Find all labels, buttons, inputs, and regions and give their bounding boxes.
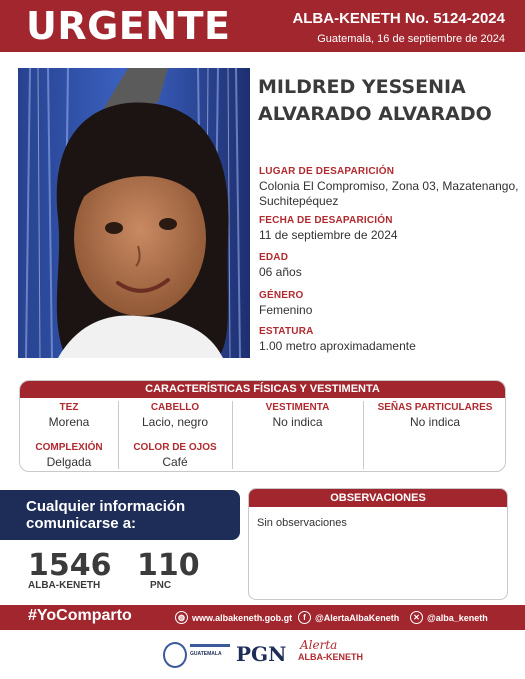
senas-label: SEÑAS PARTICULARES <box>377 402 493 413</box>
vestimenta-label: VESTIMENTA <box>265 402 330 413</box>
photo-illustration <box>18 68 250 358</box>
person-name-line1: MILDRED YESSENIA <box>258 76 466 98</box>
observations-title: OBSERVACIONES <box>249 489 507 507</box>
x-text: @alba_keneth <box>427 612 488 623</box>
phone-alba-keneth[interactable]: 1546 <box>28 548 112 583</box>
alert-number: ALBA-KENETH No. 5124-2024 <box>292 10 505 27</box>
header-banner <box>0 0 525 52</box>
height-label: ESTATURA <box>259 326 314 337</box>
logos-row <box>0 636 525 676</box>
alerta-logo-text: Alerta <box>300 638 338 652</box>
age-field <box>259 252 302 280</box>
urgent-title: URGENTE <box>26 4 231 48</box>
height-value: 1.00 metro aproximadamente <box>259 339 416 353</box>
alba-keneth-logo-text: ALBA-KENETH <box>298 652 363 662</box>
eye-color-label: COLOR DE OJOS <box>133 442 217 453</box>
phone-pnc-label: PNC <box>150 580 172 591</box>
website-text: www.albakeneth.gob.gt <box>192 612 293 623</box>
phone-pnc[interactable]: 110 <box>137 548 200 583</box>
senas-value: No indica <box>409 415 461 429</box>
tez-label: TEZ <box>59 402 79 413</box>
eye-color-value: Café <box>162 455 188 469</box>
facebook-text: @AlertaAlbaKeneth <box>315 612 400 623</box>
complexion-field <box>20 442 118 469</box>
tez-value: Morena <box>48 415 90 429</box>
website-link[interactable] <box>175 611 292 624</box>
height-field <box>259 326 416 354</box>
characteristics-title: CARACTERÍSTICAS FÍSICAS Y VESTIMENTA <box>20 381 505 398</box>
person-name-line2: ALVARADO ALVARADO <box>258 103 492 125</box>
x-link[interactable] <box>410 611 488 624</box>
facebook-link[interactable] <box>298 611 399 624</box>
age-label: EDAD <box>259 252 289 263</box>
disappearance-place <box>259 166 518 209</box>
observations-box <box>248 488 508 600</box>
phone-alba-keneth-label: ALBA-KENETH <box>28 580 101 591</box>
complexion-value: Delgada <box>46 455 92 469</box>
observations-text: Sin observaciones <box>257 517 347 529</box>
vestimenta-value: No indica <box>272 415 323 429</box>
place-label: LUGAR DE DESAPARICIÓN <box>259 166 395 177</box>
guatemala-seal-icon <box>163 642 187 668</box>
date-value: 11 de septiembre de 2024 <box>259 228 398 242</box>
missing-person-photo <box>18 68 250 358</box>
footer-bar <box>0 605 525 630</box>
guatemala-logo-text: GUATEMALA <box>190 651 222 657</box>
complexion-label: COMPLEXIÓN <box>35 442 103 453</box>
globe-icon: ◍ <box>175 611 188 624</box>
vestimenta-field <box>232 402 363 429</box>
cabello-field <box>118 402 232 429</box>
place-value-line2: Suchitepéquez <box>259 194 339 208</box>
disappearance-date <box>259 215 398 243</box>
eye-color-field <box>118 442 232 469</box>
person-name <box>258 74 520 128</box>
gender-field <box>259 290 312 318</box>
date-label: FECHA DE DESAPARICIÓN <box>259 215 393 226</box>
pgn-logo: PGN <box>236 642 287 666</box>
senas-field <box>363 402 506 429</box>
issue-date: Guatemala, 16 de septiembre de 2024 <box>317 33 505 45</box>
facebook-icon: f <box>298 611 311 624</box>
divider <box>190 644 230 647</box>
place-value-line1: Colonia El Compromiso, Zona 03, Mazatenango, <box>259 179 519 193</box>
hashtag[interactable]: #YoComparto <box>28 607 132 624</box>
gender-value: Femenino <box>259 303 313 317</box>
characteristics-box <box>19 380 506 472</box>
contact-line1: Cualquier información <box>26 498 186 515</box>
age-value: 06 años <box>259 265 302 279</box>
cabello-value: Lacio, negro <box>141 415 209 429</box>
contact-line2: comunicarse a: <box>26 515 137 532</box>
cabello-label: CABELLO <box>150 402 200 413</box>
x-icon: ✕ <box>410 611 423 624</box>
gender-label: GÉNERO <box>259 290 304 301</box>
tez-field <box>20 402 118 429</box>
contact-banner <box>0 490 240 540</box>
